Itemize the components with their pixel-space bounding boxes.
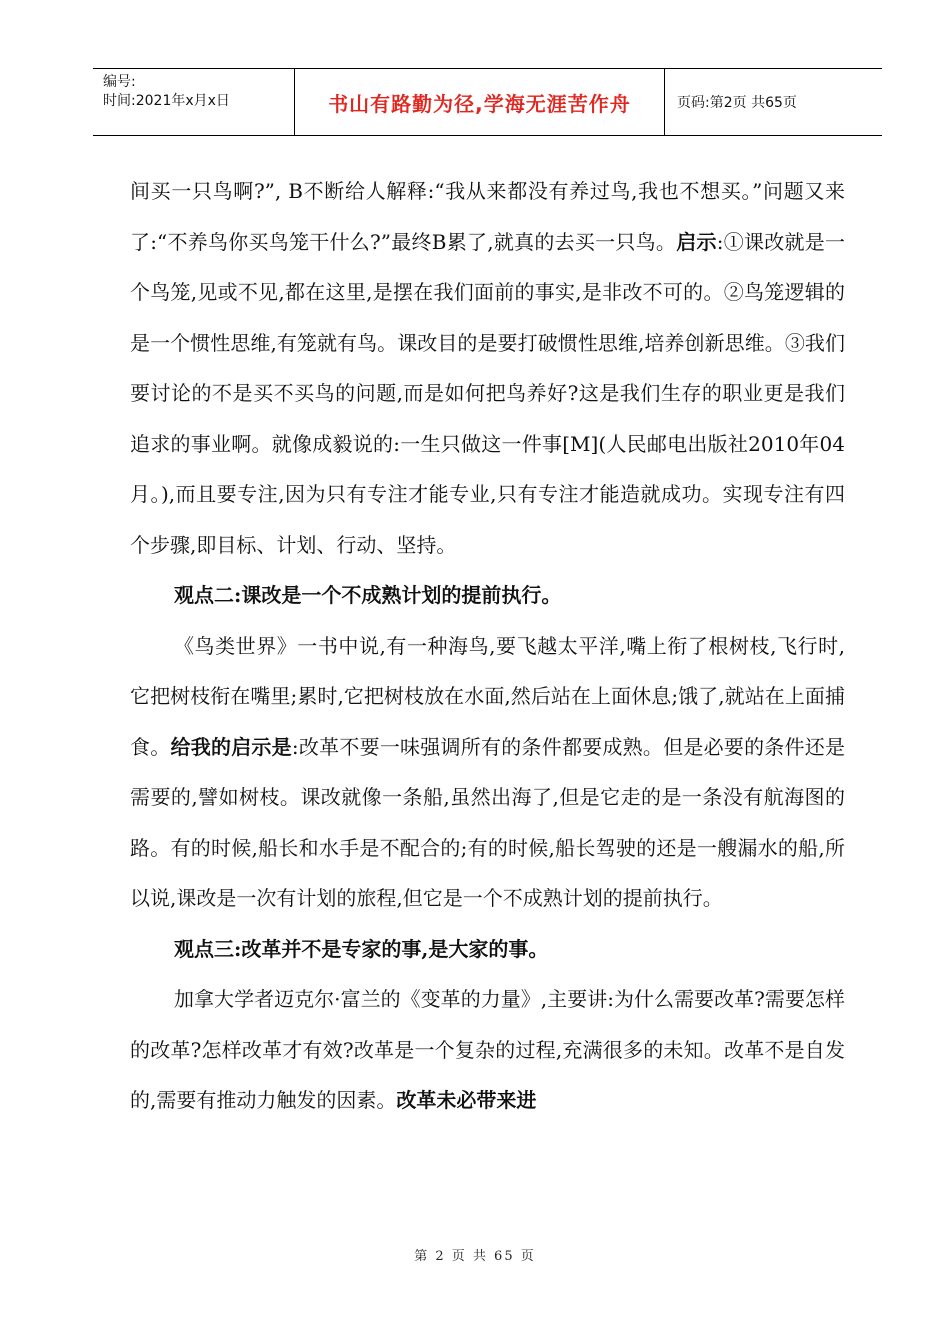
page-header [93, 68, 882, 136]
section-heading-2: 观点二:课改是一个不成熟计划的提前执行。 [174, 583, 562, 607]
document-body [130, 166, 845, 1126]
emphasis-text: 启示 [676, 229, 717, 254]
page-footer: 第 2 页 共 65 页 [414, 1249, 536, 1264]
header-page-info: 页码:第2页 共65页 [677, 95, 797, 111]
emphasis-text: 给我的启示是 [170, 734, 292, 759]
header-meta [93, 69, 295, 135]
paragraph-2: 《鸟类世界》一书中说,有一种海鸟,要飞越太平洋,嘴上衔了根树枝,飞行时,它把树枝衔在嘴里;累时,它把树枝放在水面,然后站在上面休息;饿了,就站在上面捕食。给我的启示是:改革不要一味强调所有的条件都要成熟。但是必要的条件还是需要的,譬如树枝。课改就像一条船,虽然出海了,但是它走的是一条没有航海图的路。有的时候,船长和水手是不配合的;有的时候,船长驾驶的还是一艘漏水的船,所以说,课改是一次有计划的旅程,但它是一个不成熟计划的提前执行。 [130, 633, 846, 910]
paragraph-3: 加拿大学者迈克尔·富兰的《变革的力量》,主要讲:为什么需要改革?需要怎样的改革?怎样改革才有效?改革是一个复杂的过程,充满很多的未知。改革不是自发的,需要有推动力触发的因素。改革未必带来进 [130, 987, 845, 1112]
document-time-label: 时间:2021年x月x日 [103, 93, 230, 109]
paragraph-1: 间买一只鸟啊?”, B不断给人解释:“我从来都没有养过鸟,我也不想买。”问题又来了:“不养鸟你买鸟笼干什么?”最终B累了,就真的去买一只鸟。启示:①课改就是一个鸟笼,见或不见,都在这里,是摆在我们面前的事实,是非改不可的。②鸟笼逻辑的是一个惯性思维,有笼就有鸟。课改目的是要打破惯性思维,培养创新思维。③我们要讨论的不是买不买鸟的问题,而是如何把鸟养好?这是我们生存的职业更是我们追求的事业啊。就像成毅说的:一生只做这一件事[M](人民邮电出版社2010年04月。),而且要专注,因为只有专注才能专业,只有专注才能造就成功。实现专注有四个步骤,即目标、计划、行动、坚持。 [130, 179, 845, 557]
section-heading-3: 观点三:改革并不是专家的事,是大家的事。 [174, 936, 549, 961]
emphasis-text: 改革未必带来进 [396, 1088, 537, 1112]
document-number-label: 编号: [103, 74, 136, 90]
header-motto: 书山有路勤为径,学海无涯苦作舟 [295, 69, 665, 135]
